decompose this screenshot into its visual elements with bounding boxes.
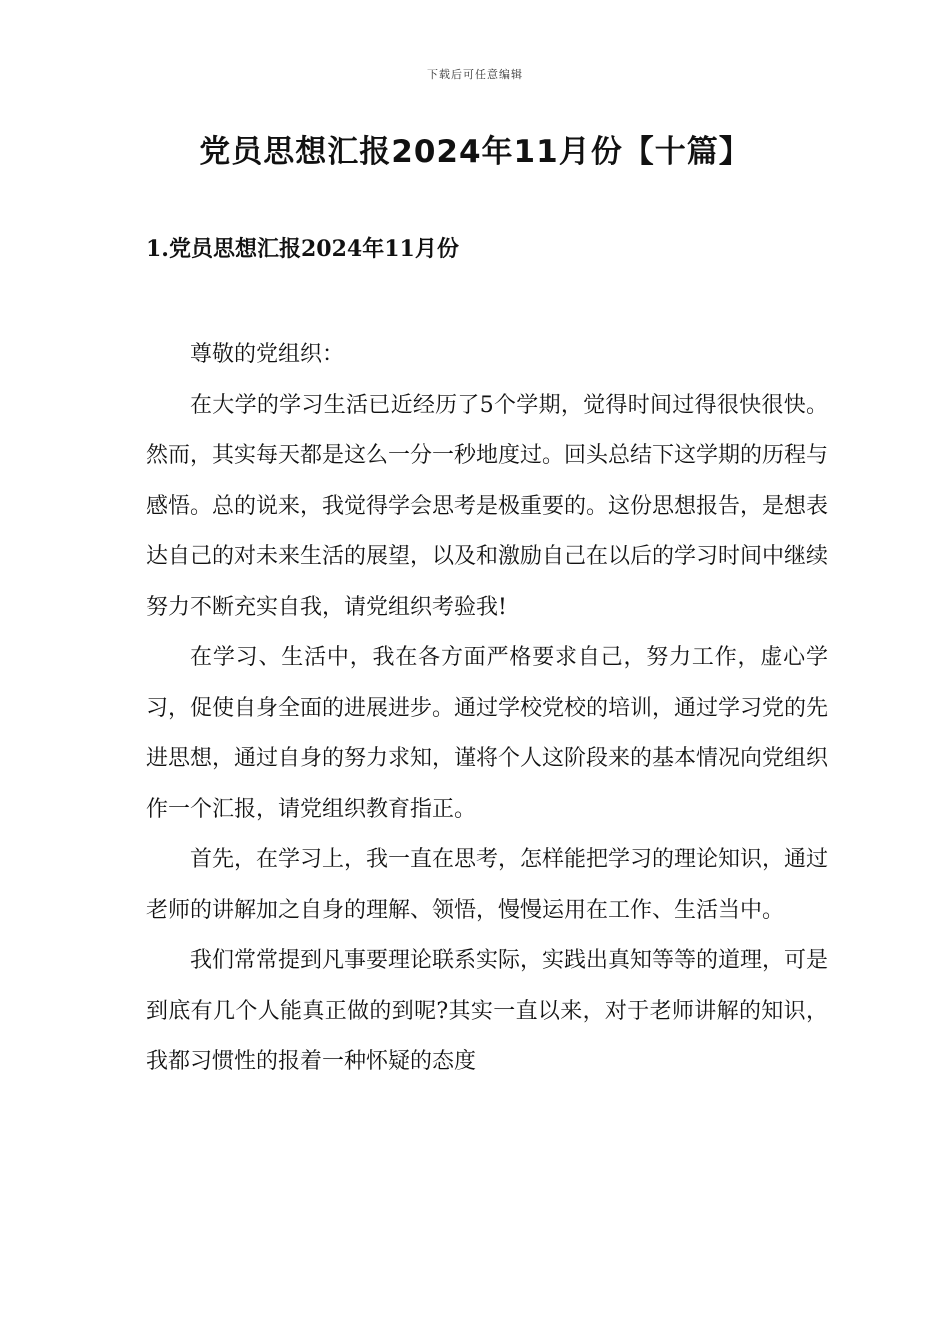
salutation: 尊敬的党组织：: [190, 342, 345, 367]
body-text: [146, 330, 828, 1088]
document-title: 党员思想汇报2024年11月份【十篇】: [199, 134, 751, 170]
paragraph: 在大学的学习生活已近经历了5个学期，觉得时间过得很快很快。然而，其实每天都是这么一分一秒地度过。回头总结下这学期的历程与感悟。总的说来，我觉得学会思考是极重要的。这份思想报告，是想表达自己的对未来生活的展望，以及和激励自己在以后的学习时间中继续努力不断充实自我，请党组织考验我!: [146, 392, 829, 620]
section-heading: 1.党员思想汇报2024年11月份: [146, 236, 459, 262]
paragraph: 首先，在学习上，我一直在思考，怎样能把学习的理论知识，通过老师的讲解加之自身的理解、领悟，慢慢运用在工作、生活当中。: [146, 847, 829, 923]
header-note: 下载后可任意编辑: [427, 68, 523, 81]
paragraph: 在学习、生活中，我在各方面严格要求自己，努力工作，虚心学习，促使自身全面的进展进步。通过学校党校的培训，通过学习党的先进思想，通过自身的努力求知，谨将个人这阶段来的基本情况向党组织作一个汇报，请党组织教育指正。: [146, 645, 829, 822]
paragraph: 我们常常提到凡事要理论联系实际，实践出真知等等的道理，可是到底有几个人能真正做的到呢?其实一直以来，对于老师讲解的知识，我都习惯性的报着一种怀疑的态度: [146, 948, 829, 1074]
